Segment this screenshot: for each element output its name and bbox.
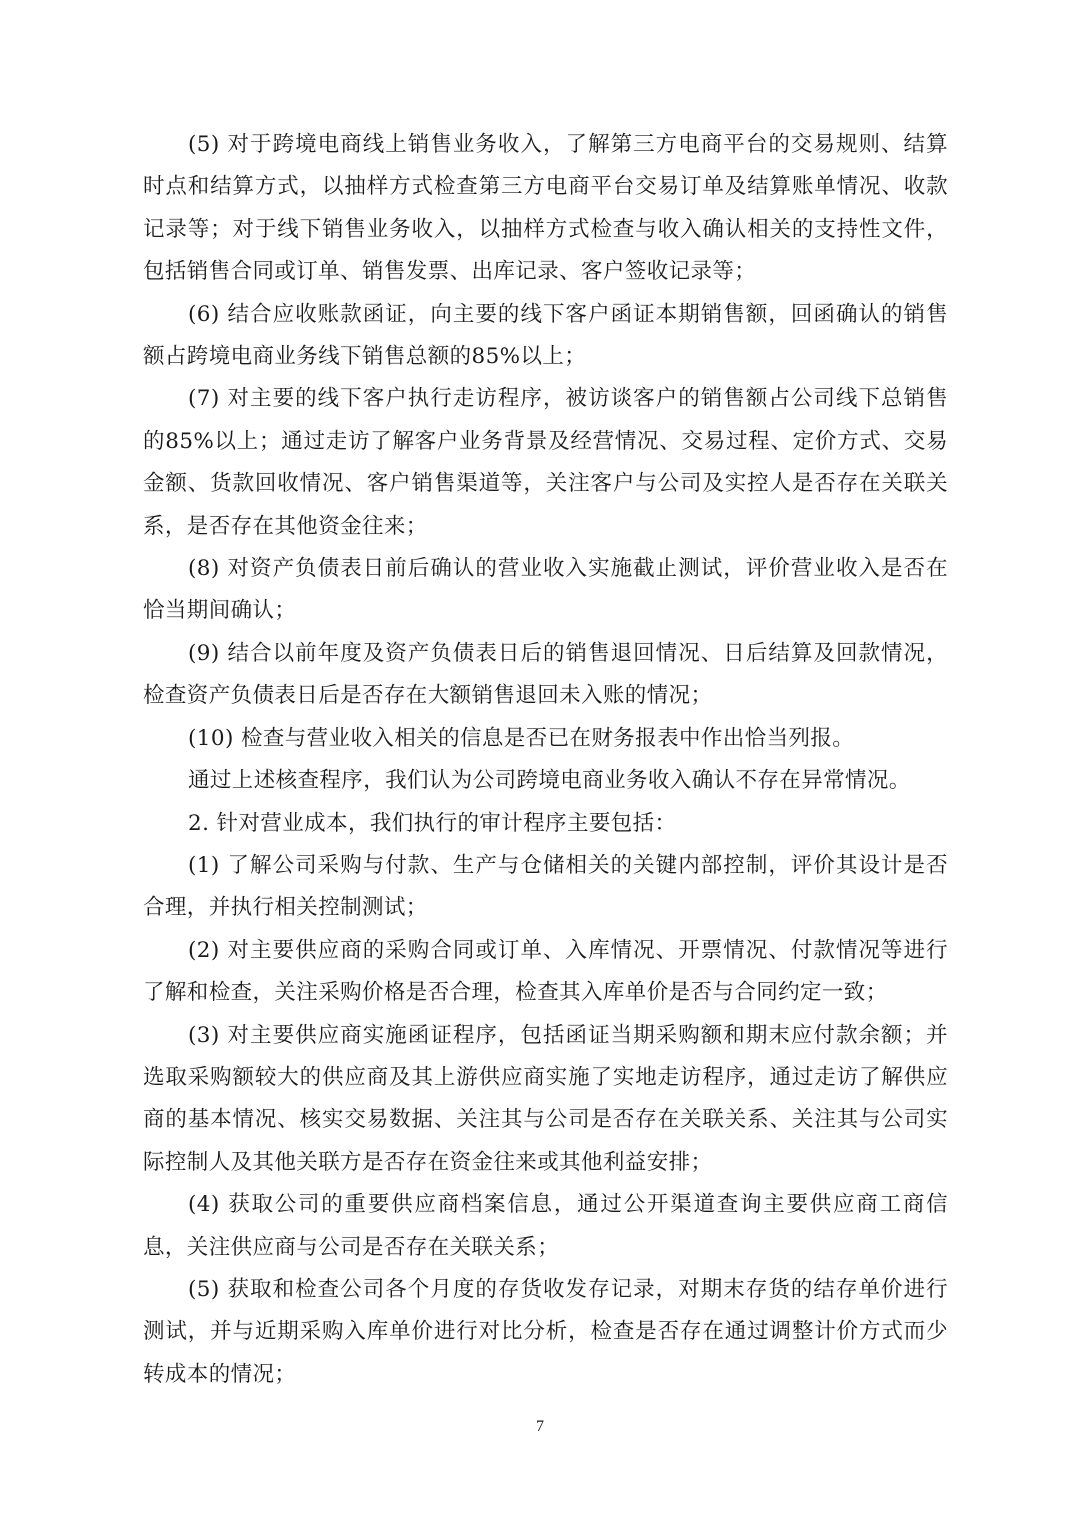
paragraph-revenue-conclusion: 通过上述核查程序，我们认为公司跨境电商业务收入确认不存在异常情况。 — [188, 768, 911, 794]
paragraph-cost-heading: 2. 针对营业成本，我们执行的审计程序主要包括： — [188, 810, 677, 836]
paragraph-cost-2: (2) 对主要供应商的采购合同或订单、入库情况、开票情况、付款情况等进行了解和检查，关注采购价格是否合理，检查其入库单价是否与合同约定一致； — [143, 937, 948, 1006]
page-number: 7 — [536, 1418, 544, 1435]
paragraph-revenue-6: (6) 结合应收账款函证，向主要的线下客户函证本期销售额，回函确认的销售额占跨境电商业务线下销售总额的85%以上； — [143, 301, 948, 370]
paragraph-cost-1: (1) 了解公司采购与付款、生产与仓储相关的关键内部控制，评价其设计是否合理，并执行相关控制测试； — [143, 852, 948, 921]
document-body — [143, 124, 948, 1396]
paragraph-cost-3: (3) 对主要供应商实施函证程序，包括函证当期采购额和期末应付款余额；并选取采购额较大的供应商及其上游供应商实施了实地走访程序，通过走访了解供应商的基本情况、核实交易数据、关注其与公司是否存在关联关系、关注其与公司实际控制人及其他关联方是否存在资金往来或其他利益安排； — [143, 1022, 948, 1175]
paragraph-revenue-5: (5) 对于跨境电商线上销售业务收入，了解第三方电商平台的交易规则、结算时点和结算方式，以抽样方式检查第三方电商平台交易订单及结算账单情况、收款记录等；对于线下销售业务收入，以抽样方式检查与收入确认相关的支持性文件，包括销售合同或订单、销售发票、出库记录、客户签收记录等； — [143, 132, 948, 285]
paragraph-revenue-7: (7) 对主要的线下客户执行走访程序，被访谈客户的销售额占公司线下总销售的85%以上；通过走访了解客户业务背景及经营情况、交易过程、定价方式、交易金额、货款回收情况、客户销售渠道等，关注客户与公司及实控人是否存在关联关系，是否存在其他资金往来； — [143, 386, 948, 539]
paragraph-revenue-10: (10) 检查与营业收入相关的信息是否已在财务报表中作出恰当列报。 — [188, 725, 855, 751]
paragraph-revenue-8: (8) 对资产负债表日前后确认的营业收入实施截止测试，评价营业收入是否在恰当期间确认； — [143, 556, 948, 624]
paragraph-cost-4: (4) 获取公司的重要供应商档案信息，通过公开渠道查询主要供应商工商信息，关注供应商与公司是否存在关联关系； — [143, 1192, 948, 1260]
paragraph-revenue-9: (9) 结合以前年度及资产负债表日后的销售退回情况、日后结算及回款情况，检查资产负债表日后是否存在大额销售退回未入账的情况； — [143, 640, 948, 709]
paragraph-cost-5: (5) 获取和检查公司各个月度的存货收发存记录，对期末存货的结存单价进行测试，并与近期采购入库单价进行对比分析，检查是否存在通过调整计价方式而少转成本的情况； — [143, 1276, 948, 1387]
